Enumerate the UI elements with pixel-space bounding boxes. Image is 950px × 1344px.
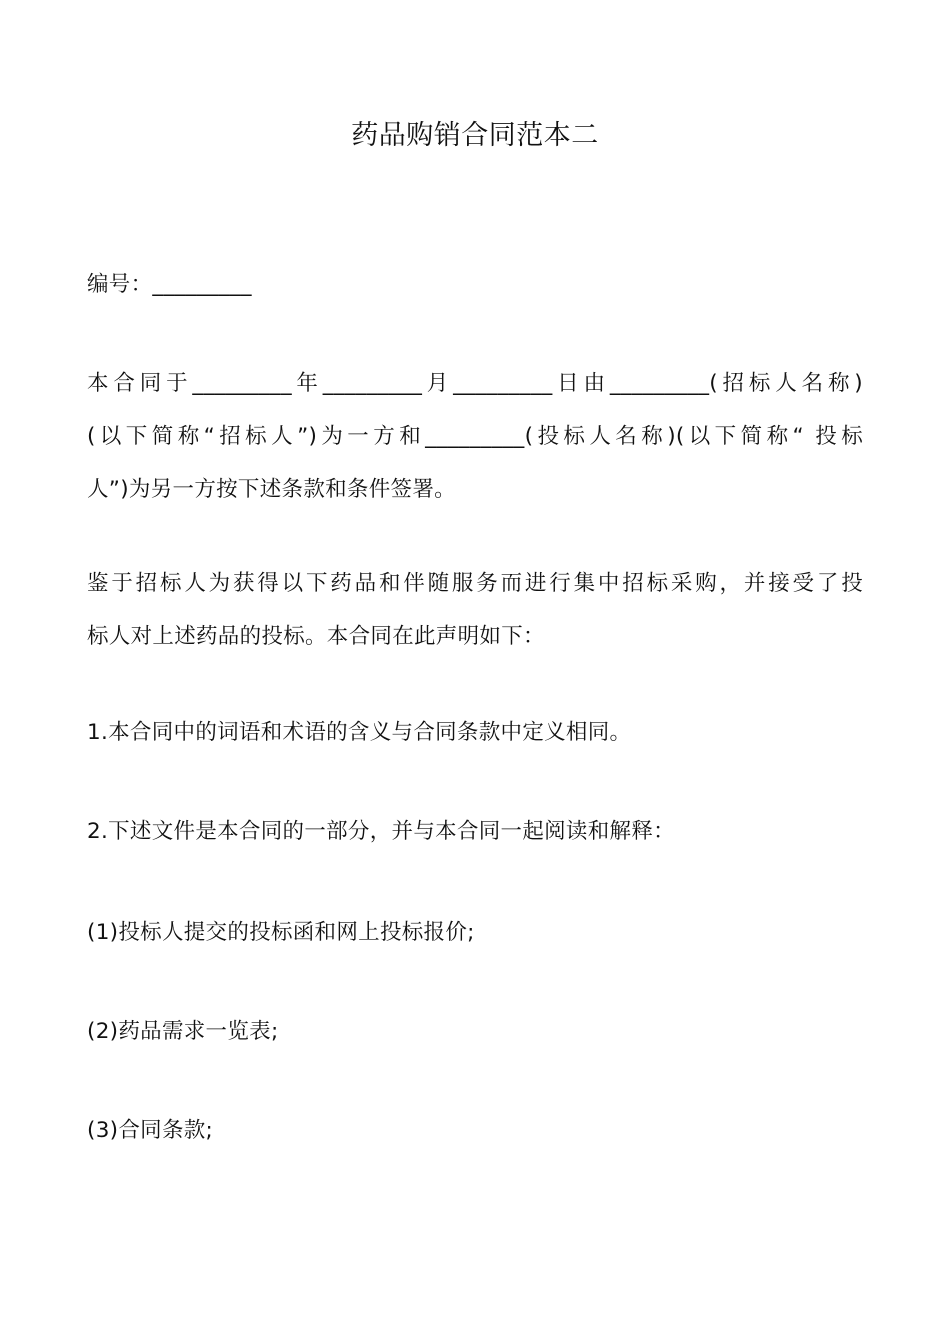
list-item-1-text: (1)投标人提交的投标函和网上投标报价; <box>87 920 475 945</box>
list-item-3 <box>87 1104 863 1157</box>
contract-number-line: 编号：_________ <box>87 272 252 297</box>
list-item-2 <box>87 1005 863 1058</box>
clause-1 <box>87 706 863 759</box>
intro-line-1: 本合同于_________年_________月_________日由_________(招标人名称) <box>87 371 863 396</box>
list-item-3-text: (3)合同条款; <box>87 1118 214 1143</box>
document-title: 药品购销合同范本二 <box>351 120 599 151</box>
intro-paragraph <box>87 357 863 516</box>
contract-number <box>87 258 863 311</box>
whereas-line-1: 鉴于招标人为获得以下药品和伴随服务而进行集中招标采购，并接受了投 <box>87 571 863 596</box>
intro-line-3: 人”)为另一方按下述条款和条件签署。 <box>87 477 456 502</box>
whereas-line-2: 标人对上述药品的投标。本合同在此声明如下： <box>87 624 545 649</box>
intro-line-2: (以下简称“招标人”)为一方和_________(投标人名称)(以下简称“ 投标 <box>87 424 863 449</box>
list-item-1 <box>87 906 863 959</box>
clause-2-text: 2.下述文件是本合同的一部分，并与本合同一起阅读和解释： <box>87 819 675 844</box>
clause-1-text: 1.本合同中的词语和术语的含义与合同条款中定义相同。 <box>87 720 632 745</box>
whereas-paragraph <box>87 557 863 663</box>
clause-2 <box>87 805 863 858</box>
list-item-2-text: (2)药品需求一览表; <box>87 1019 279 1044</box>
